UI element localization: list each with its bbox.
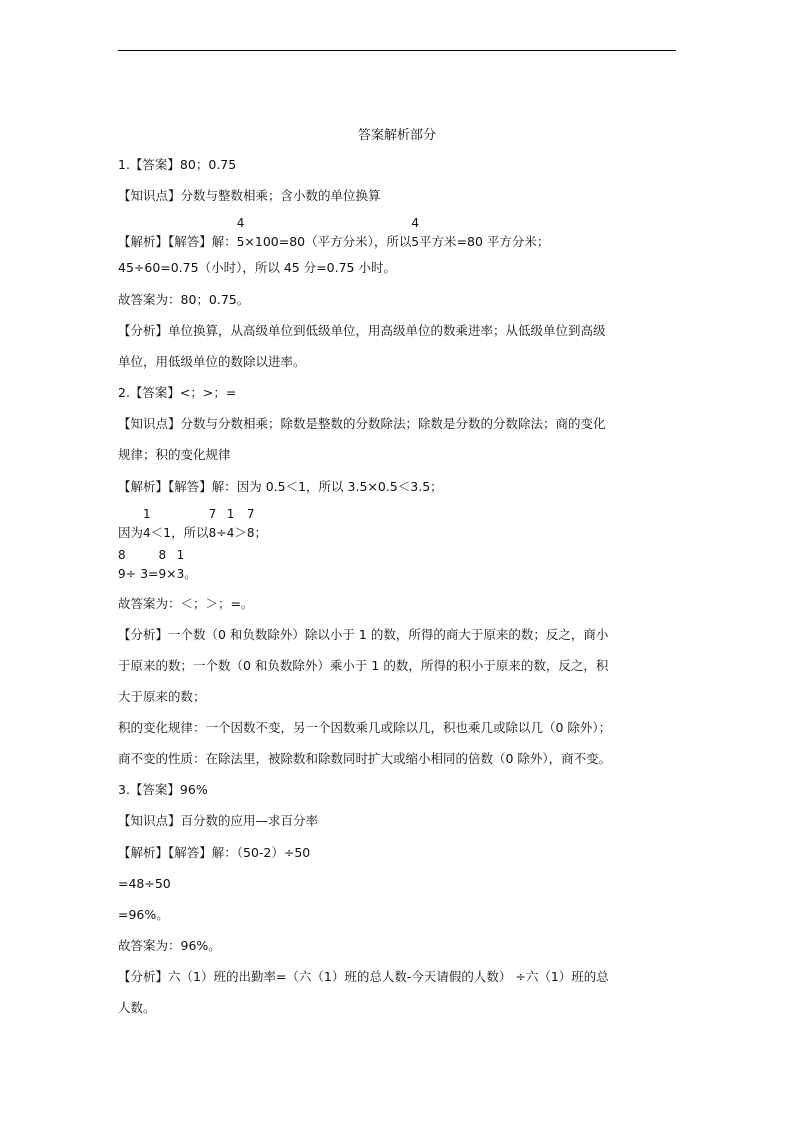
- fraction: 1 3: [176, 548, 185, 581]
- fraction: 7 8: [208, 507, 217, 540]
- q2-solution-line3: 8 9÷ 3= 8 9× 1 3。: [118, 548, 197, 581]
- fraction: 4 5: [411, 216, 420, 249]
- q1-analysis-line1: 【分析】单位换算，从高级单位到低级单位，用高级单位的数乘进率；从低级单位到高级: [118, 323, 606, 338]
- q2-analysis-line3: 大于原来的数；: [118, 689, 206, 704]
- q3-conclusion: 故答案为：96%。: [118, 938, 221, 953]
- q3-analysis-line1: 【分析】六（1）班的出勤率=（六（1）班的总人数-今天请假的人数） ÷六（1）班的总: [118, 969, 609, 984]
- fraction: 7 8: [246, 507, 255, 540]
- q2-rule-product: 积的变化规律：一个因数不变，另一个因数乘几或除以几，积也乘几或除以几（0 除外）；: [118, 720, 612, 735]
- q2-analysis-line1: 【分析】一个数（0 和负数除外）除以小于 1 的数，所得的商大于原来的数；反之，商小: [118, 627, 609, 642]
- q2-solution-line2: 因为 1 4＜1，所以 7 8÷ 1 4＞ 7 8；: [118, 507, 268, 540]
- q3-knowledge: 【知识点】百分数的应用—求百分率: [118, 813, 319, 828]
- q1-sol-prefix: 【解析】【解答】解：: [118, 234, 237, 249]
- fraction: 8 9: [118, 548, 126, 581]
- q2-knowledge-line1: 【知识点】分数与分数相乘；除数是整数的分数除法；除数是分数的分数除法；商的变化: [118, 416, 606, 431]
- q3-solution-line3: =96%。: [118, 907, 169, 922]
- q2-answer: 2.【答案】<；>；=: [118, 385, 237, 400]
- q2-conclusion: 故答案为：＜；＞；=。: [118, 596, 254, 611]
- q3-answer: 3.【答案】96%: [118, 782, 208, 797]
- fraction: 1 4: [143, 507, 151, 540]
- header-rule: [118, 50, 676, 51]
- q3-analysis-line2: 人数。: [118, 1000, 156, 1015]
- q3-solution-line1: 【解析】【解答】解：（50-2）÷50: [118, 845, 311, 860]
- q2-knowledge-line2: 规律；积的变化规律: [118, 447, 231, 462]
- q1-solution-line2: 45÷60=0.75（小时），所以 45 分=0.75 小时。: [118, 260, 396, 275]
- q3-solution-line2: =48÷50: [118, 876, 171, 891]
- fraction: 8 9: [158, 548, 167, 581]
- fraction: 1 4: [226, 507, 235, 540]
- q2-solution-line1: 【解析】【解答】解：因为 0.5＜1，所以 3.5×0.5＜3.5；: [118, 479, 443, 494]
- q1-conclusion: 故答案为：80；0.75。: [118, 292, 250, 307]
- q1-knowledge: 【知识点】分数与整数相乘；含小数的单位换算: [118, 188, 381, 203]
- q2-rule-quotient: 商不变的性质：在除法里，被除数和除数同时扩大或缩小相同的倍数（0 除外），商不变。: [118, 751, 612, 766]
- q1-analysis-line2: 单位，用低级单位的数除以进率。: [118, 354, 306, 369]
- fraction: 4 5: [236, 216, 245, 249]
- q1-answer: 1.【答案】80；0.75: [118, 157, 237, 172]
- q2-analysis-line2: 于原来的数；一个数（0 和负数除外）乘小于 1 的数，所得的积小于原来的数，反之，积: [118, 658, 609, 673]
- page-title: 答案解析部分: [357, 128, 436, 143]
- q1-solution-line1: 【解析】【解答】解： 4 5×100=80（平方分米），所以 4 5平方米=80 平方分米；: [118, 216, 550, 249]
